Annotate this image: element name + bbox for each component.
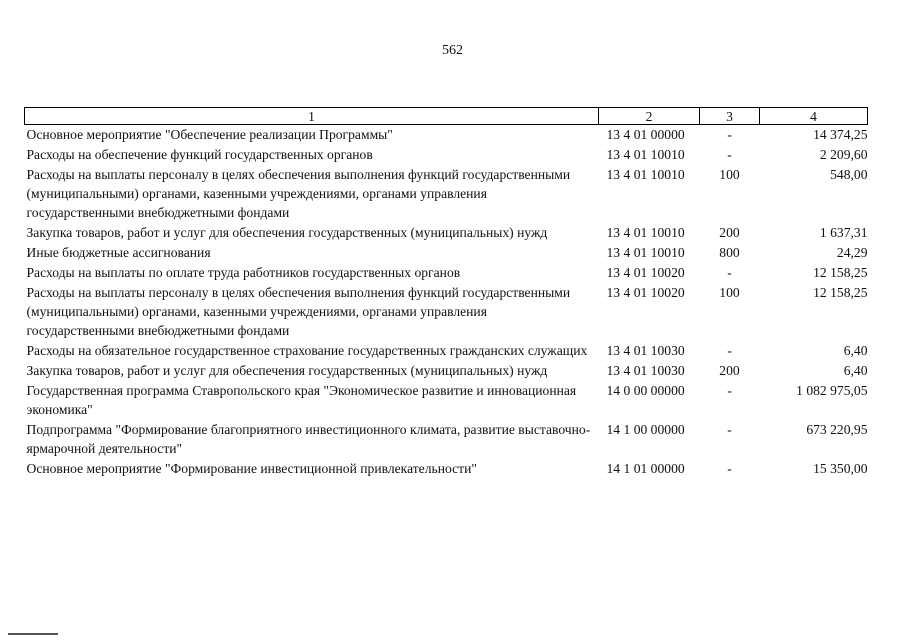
table-row <box>25 145 868 165</box>
row-code-cell: 13 4 01 10020 <box>606 285 685 300</box>
header-col-4: 4 <box>760 108 868 125</box>
row-code-cell: 13 4 01 10030 <box>606 343 685 358</box>
row-code-cell: 13 4 01 10010 <box>606 225 685 240</box>
row-expense-type-cell: 800 <box>719 245 740 260</box>
row-expense-type-cell: - <box>727 127 732 142</box>
row-amount-cell: 12 158,25 <box>813 285 868 300</box>
row-code-cell: 14 1 01 00000 <box>606 461 685 476</box>
table-body <box>25 125 868 480</box>
row-name-cell: Расходы на обеспечение функций государственных органов <box>26 147 373 162</box>
row-amount-cell: 15 350,00 <box>813 461 868 476</box>
row-expense-type-cell: - <box>727 461 732 476</box>
row-expense-type-cell: 200 <box>719 363 740 378</box>
row-expense-type-cell: - <box>727 343 732 358</box>
table-row <box>25 381 868 420</box>
row-expense-type-cell: - <box>727 265 732 280</box>
table-row <box>25 283 868 341</box>
table-row <box>25 223 868 243</box>
row-code-cell: 14 0 00 00000 <box>606 383 685 398</box>
table-row <box>25 420 868 459</box>
row-name-cell: Расходы на выплаты персоналу в целях обеспечения выполнения функций государственными (муниципальными) органами, казенными учреждениями, органами управления государственными внебюджетными фондами <box>26 285 571 338</box>
row-code-cell: 13 4 01 00000 <box>606 127 685 142</box>
table-row <box>25 263 868 283</box>
row-amount-cell: 6,40 <box>843 363 868 378</box>
row-amount-cell: 6,40 <box>843 343 868 358</box>
row-name-cell: Иные бюджетные ассигнования <box>26 245 211 260</box>
row-amount-cell: 2 209,60 <box>819 147 868 162</box>
table-row <box>25 165 868 223</box>
table-row <box>25 459 868 479</box>
page-number: 562 <box>442 43 463 58</box>
table-row <box>25 243 868 263</box>
row-expense-type-cell: - <box>727 147 732 162</box>
row-expense-type-cell: 100 <box>719 167 740 182</box>
row-name-cell: Основное мероприятие "Формирование инвестиционной привлекательности" <box>26 461 477 476</box>
header-col-1: 1 <box>25 108 599 125</box>
row-name-cell: Закупка товаров, работ и услуг для обеспечения государственных (муниципальных) нужд <box>26 225 548 240</box>
row-name-cell: Расходы на обязательное государственное страхование государственных гражданских служащих <box>26 343 588 358</box>
row-amount-cell: 548,00 <box>830 167 868 182</box>
row-amount-cell: 24,29 <box>836 245 868 260</box>
header-col-2: 2 <box>599 108 700 125</box>
budget-table <box>24 107 868 479</box>
row-code-cell: 14 1 00 00000 <box>606 422 685 437</box>
row-expense-type-cell: - <box>727 383 732 398</box>
header-col-3: 3 <box>700 108 760 125</box>
table-header <box>25 108 868 125</box>
table-row <box>25 361 868 381</box>
scan-artifact <box>8 633 58 635</box>
table-row <box>25 341 868 361</box>
row-code-cell: 13 4 01 10020 <box>606 265 685 280</box>
table-row <box>25 125 868 146</box>
row-code-cell: 13 4 01 10010 <box>606 167 685 182</box>
row-expense-type-cell: 100 <box>719 285 740 300</box>
row-name-cell: Расходы на выплаты персоналу в целях обеспечения выполнения функций государственными (муниципальными) органами, казенными учреждениями, органами управления государственными внебюджетными фондами <box>26 167 571 220</box>
row-name-cell: Государственная программа Ставропольского края "Экономическое развитие и инновационная экономика" <box>26 383 577 417</box>
row-name-cell: Подпрограмма "Формирование благоприятного инвестиционного климата, развитие выставочно-ярмарочной деятельности" <box>26 422 591 456</box>
row-name-cell: Расходы на выплаты по оплате труда работников государственных органов <box>26 265 461 280</box>
row-amount-cell: 1 637,31 <box>819 225 868 240</box>
row-name-cell: Основное мероприятие "Обеспечение реализации Программы" <box>26 127 393 142</box>
row-amount-cell: 14 374,25 <box>813 127 868 142</box>
row-amount-cell: 1 082 975,05 <box>796 383 868 398</box>
row-expense-type-cell: 200 <box>719 225 740 240</box>
row-code-cell: 13 4 01 10030 <box>606 363 685 378</box>
row-expense-type-cell: - <box>727 422 732 437</box>
row-amount-cell: 12 158,25 <box>813 265 868 280</box>
header-row <box>25 108 868 125</box>
row-amount-cell: 673 220,95 <box>806 422 868 437</box>
row-code-cell: 13 4 01 10010 <box>606 245 685 260</box>
row-code-cell: 13 4 01 10010 <box>606 147 685 162</box>
row-name-cell: Закупка товаров, работ и услуг для обеспечения государственных (муниципальных) нужд <box>26 363 548 378</box>
